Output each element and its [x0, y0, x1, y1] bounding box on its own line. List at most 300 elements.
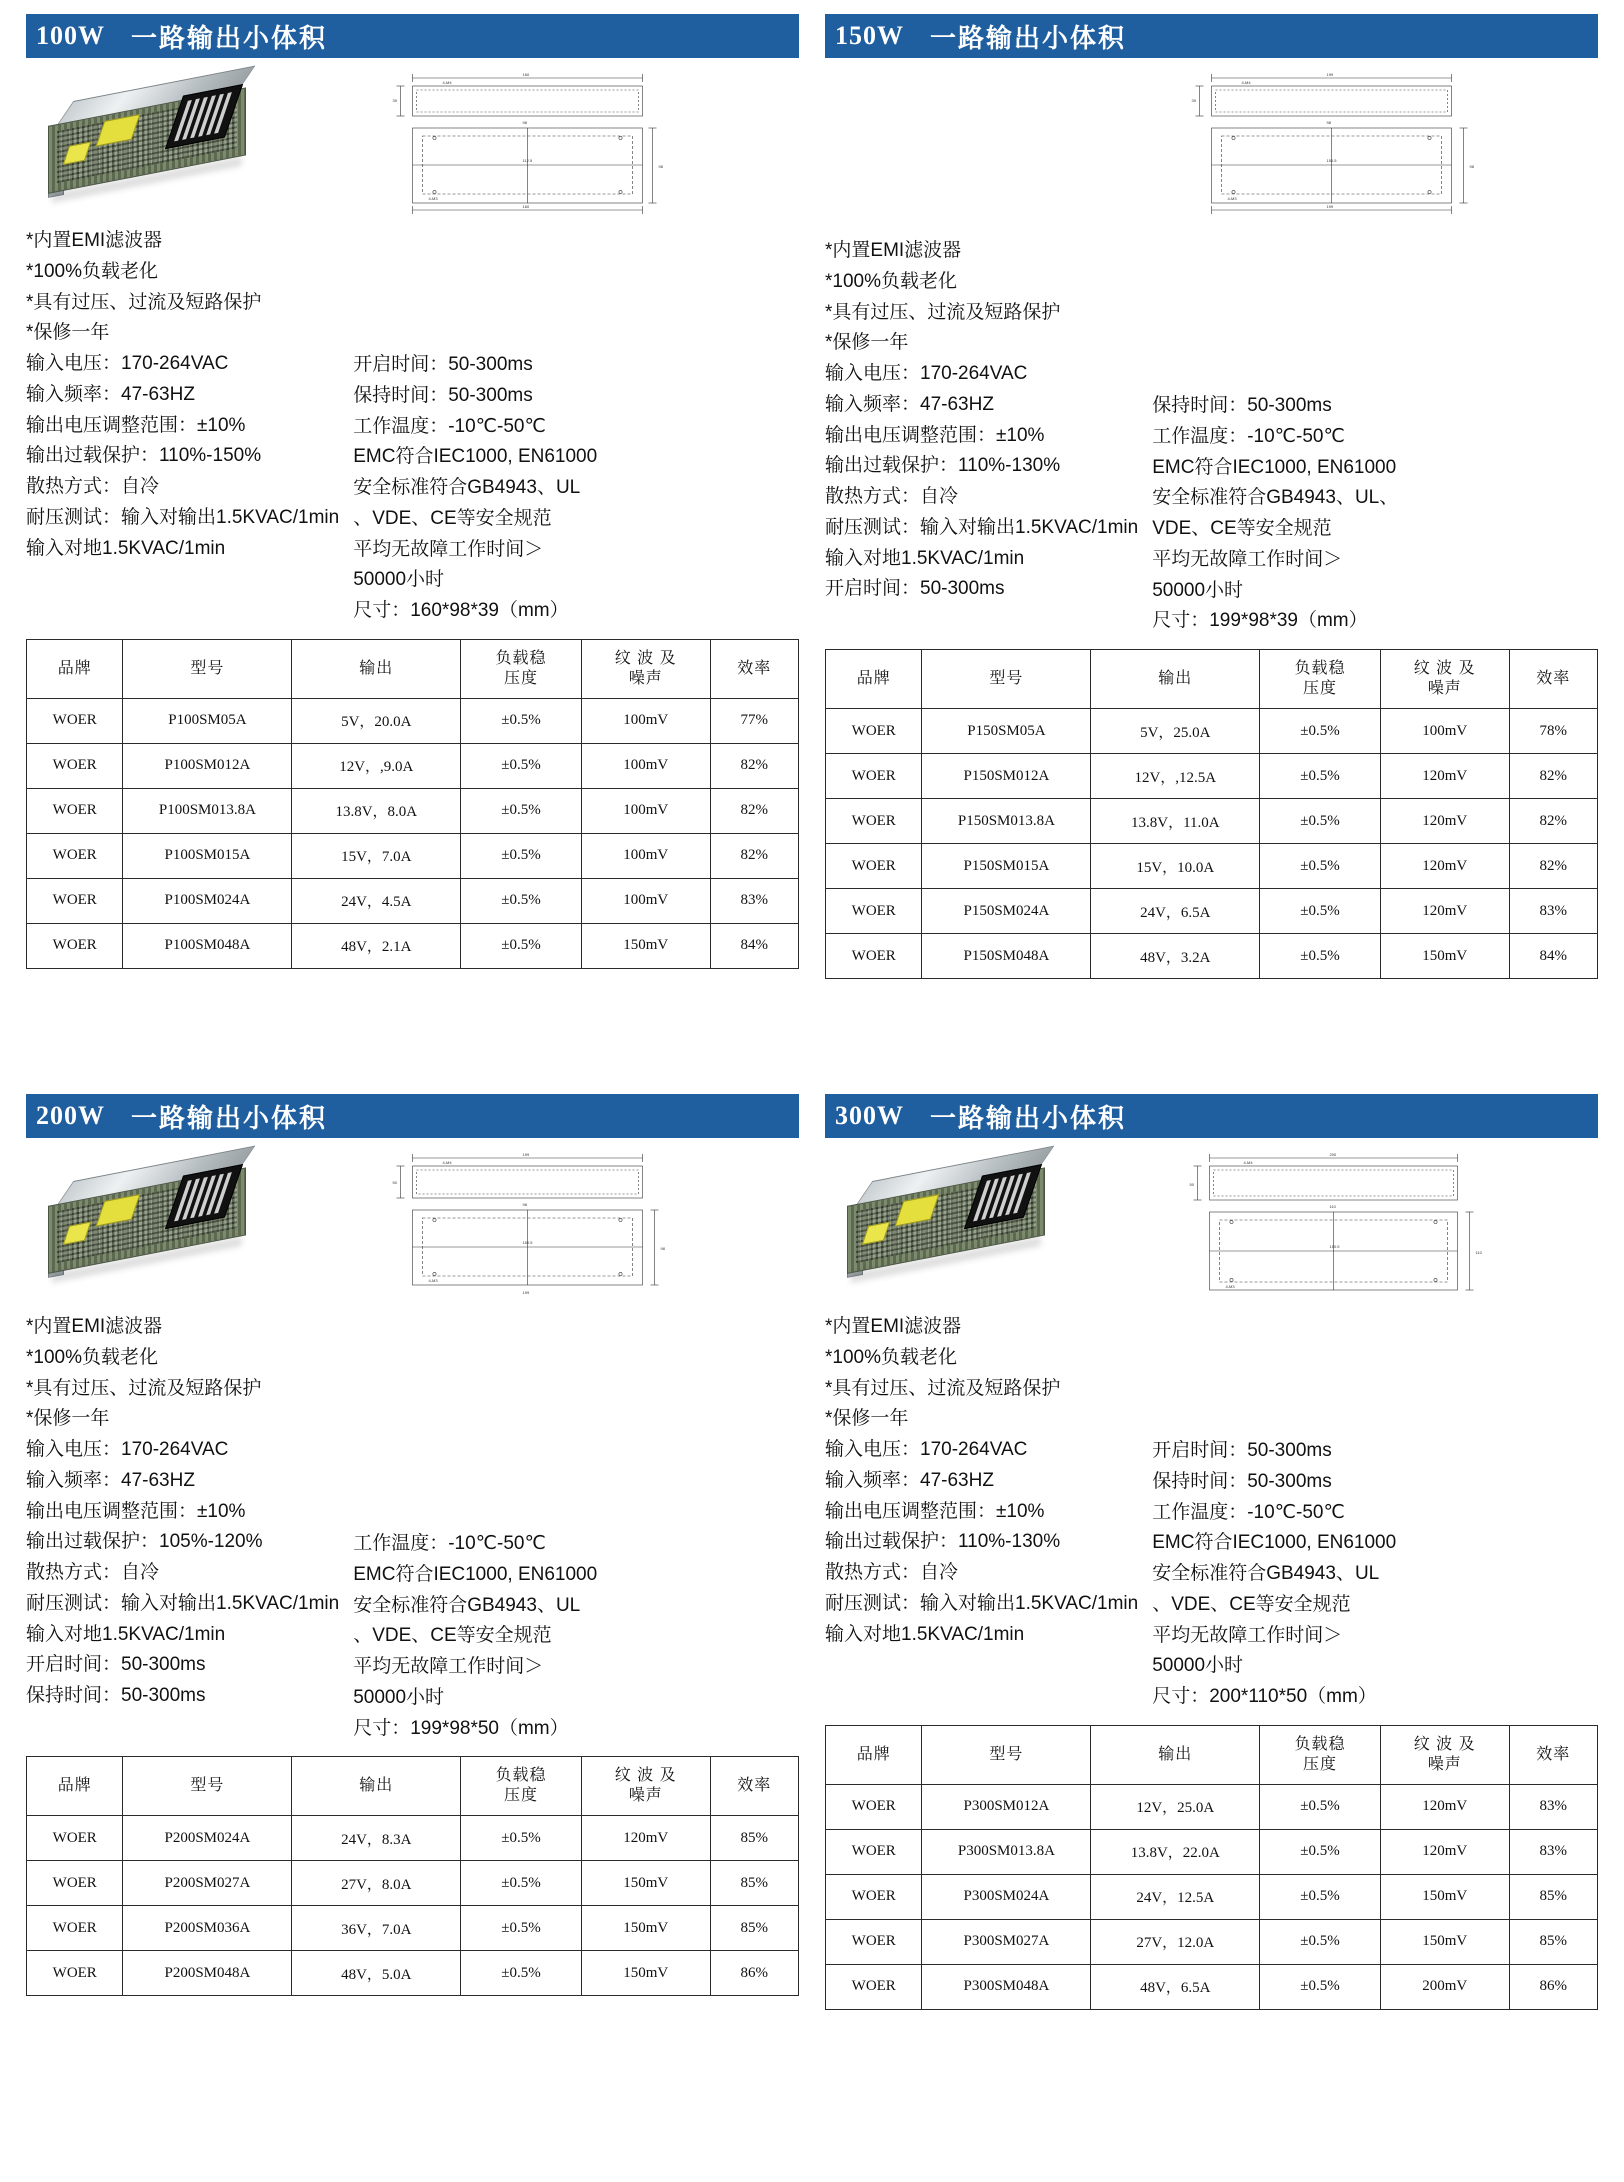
- table-cell: WOER: [27, 833, 123, 878]
- product-panel-100w: [26, 14, 799, 1088]
- table-cell: WOER: [27, 923, 123, 968]
- table-cell: 150mV: [581, 1906, 710, 1951]
- spec-line: 散热方式：自冷: [825, 486, 959, 508]
- spec-line: 尺寸：199*98*39（mm）: [1152, 610, 1368, 632]
- table-cell: 85%: [710, 1861, 798, 1906]
- svg-text:4-M4: 4-M4: [1241, 80, 1251, 85]
- table-cell: 48V，6.5A: [1091, 1964, 1260, 2009]
- panel-header-100w: [26, 14, 799, 58]
- table-cell: P200SM036A: [123, 1906, 292, 1951]
- table-col-header: 负载稳 压度: [1260, 650, 1381, 709]
- table-row: [27, 1816, 799, 1861]
- spec-right: [339, 1312, 799, 1744]
- svg-text:200: 200: [1329, 1152, 1337, 1157]
- panel-media-100w: [26, 68, 799, 218]
- table-cell: P100SM015A: [123, 833, 292, 878]
- spec-line: 50000小时: [353, 1686, 445, 1708]
- dimension-drawing: [1085, 1148, 1598, 1298]
- table-cell: 27V，12.0A: [1091, 1919, 1260, 1964]
- spec-line: *具有过压、过流及短路保护: [26, 1377, 262, 1399]
- spec-line: 输出过载保护：110%-130%: [825, 455, 1061, 477]
- table-cell: P100SM013.8A: [123, 788, 292, 833]
- spec-line: EMC符合IEC1000, EN61000: [1152, 1532, 1397, 1554]
- table-cell: WOER: [27, 1816, 123, 1861]
- table-cell: 150mV: [581, 1951, 710, 1996]
- spec-line: 保持时间：50-300ms: [1152, 1470, 1332, 1492]
- spec-line: 输入频率：47-63HZ: [26, 1469, 195, 1491]
- table-cell: 150mV: [581, 1861, 710, 1906]
- table-cell: ±0.5%: [1260, 889, 1381, 934]
- table-col-header: 纹 波 及 噪声: [1380, 650, 1509, 709]
- spec-block-200w: [26, 1312, 799, 1744]
- table-cell: 85%: [710, 1816, 798, 1861]
- table-cell: 200mV: [1380, 1964, 1509, 2009]
- spec-left: [825, 236, 1138, 637]
- table-cell: 82%: [1509, 844, 1597, 889]
- table-row: [826, 1784, 1598, 1829]
- dimension-drawing: [286, 68, 799, 218]
- table-cell: ±0.5%: [461, 833, 582, 878]
- table-body: [27, 1816, 799, 1996]
- product-photo: [26, 68, 276, 208]
- table-cell: 24V，8.3A: [292, 1816, 461, 1861]
- product-table-150w: [825, 649, 1598, 979]
- table-cell: 86%: [1509, 1964, 1597, 2009]
- table-cell: 84%: [1509, 934, 1597, 979]
- table-row: [27, 1861, 799, 1906]
- spec-line: 、VDE、CE等安全规范: [353, 1625, 552, 1647]
- spec-line: VDE、CE等安全规范: [1152, 518, 1332, 540]
- table-cell: 82%: [1509, 754, 1597, 799]
- svg-text:4-M3: 4-M3: [1227, 196, 1237, 201]
- spec-line: 安全标准符合GB4943、UL: [1152, 1563, 1380, 1585]
- spec-line: 安全标准符合GB4943、UL、: [1152, 487, 1399, 509]
- spec-line: *保修一年: [825, 1408, 909, 1430]
- svg-text:4-M3: 4-M3: [428, 196, 438, 201]
- table-cell: 120mV: [1380, 1829, 1509, 1874]
- table-cell: ±0.5%: [461, 1861, 582, 1906]
- table-cell: 85%: [1509, 1919, 1597, 1964]
- table-col-header: 品牌: [826, 650, 922, 709]
- table-row: [826, 709, 1598, 754]
- table-cell: WOER: [826, 709, 922, 754]
- svg-text:160: 160: [522, 72, 530, 77]
- panel-media-200w: [26, 1148, 799, 1308]
- table-cell: 13.8V，22.0A: [1091, 1829, 1260, 1874]
- spec-right: [339, 226, 799, 627]
- spec-line: 输出电压调整范围：±10%: [825, 424, 1045, 446]
- product-panel-200w: [26, 1094, 799, 2168]
- table-cell: 100mV: [581, 788, 710, 833]
- table-header-row: [826, 1725, 1598, 1784]
- table-body: [826, 1784, 1598, 2009]
- spec-line: 输入对地1.5KVAC/1min: [825, 1623, 1025, 1645]
- spec-line: EMC符合IEC1000, EN61000: [1152, 456, 1397, 478]
- table-cell: WOER: [826, 1964, 922, 2009]
- spec-line: 工作温度：-10℃-50℃: [353, 1533, 546, 1554]
- table-col-header: 负载稳 压度: [1260, 1725, 1381, 1784]
- spec-line: *具有过压、过流及短路保护: [825, 301, 1061, 323]
- table-cell: WOER: [826, 754, 922, 799]
- spec-left: [26, 1312, 339, 1744]
- table-cell: 5V，20.0A: [292, 698, 461, 743]
- table-cell: WOER: [27, 1951, 123, 1996]
- table-cell: 13.8V，11.0A: [1091, 799, 1260, 844]
- svg-text:4-M3: 4-M3: [428, 1278, 438, 1283]
- table-cell: P200SM027A: [123, 1861, 292, 1906]
- table-row: [826, 934, 1598, 979]
- table-cell: ±0.5%: [1260, 1874, 1381, 1919]
- table-cell: 82%: [1509, 799, 1597, 844]
- table-cell: WOER: [27, 743, 123, 788]
- panel-media-150w: [825, 68, 1598, 228]
- panel-wattage: 200W: [36, 1101, 105, 1130]
- spec-line: 输入对地1.5KVAC/1min: [26, 1623, 226, 1645]
- spec-line: 输入频率：47-63HZ: [825, 1469, 994, 1491]
- table-cell: ±0.5%: [1260, 844, 1381, 889]
- table-cell: ±0.5%: [1260, 799, 1381, 844]
- table-cell: WOER: [826, 934, 922, 979]
- table-col-header: 负载稳 压度: [461, 1757, 582, 1816]
- svg-text:98: 98: [522, 1202, 527, 1207]
- table-cell: ±0.5%: [461, 743, 582, 788]
- svg-text:199: 199: [522, 1152, 530, 1157]
- table-cell: 12V，,9.0A: [292, 743, 461, 788]
- table-cell: 120mV: [1380, 799, 1509, 844]
- table-row: [27, 878, 799, 923]
- table-row: [27, 1906, 799, 1951]
- table-col-header: 品牌: [826, 1725, 922, 1784]
- spec-line: 、VDE、CE等安全规范: [353, 507, 552, 529]
- table-cell: 120mV: [1380, 754, 1509, 799]
- panel-wattage: 100W: [36, 21, 105, 50]
- spec-line: 输入频率：47-63HZ: [825, 393, 994, 415]
- table-cell: ±0.5%: [1260, 709, 1381, 754]
- table-col-header: 型号: [922, 1725, 1091, 1784]
- table-cell: 150mV: [581, 923, 710, 968]
- table-row: [826, 1874, 1598, 1919]
- table-cell: 120mV: [1380, 889, 1509, 934]
- table-cell: 86%: [710, 1951, 798, 1996]
- table-row: [826, 799, 1598, 844]
- table-cell: WOER: [826, 1874, 922, 1919]
- table-cell: P100SM012A: [123, 743, 292, 788]
- table-row: [826, 1829, 1598, 1874]
- spec-line: *100%负载老化: [26, 260, 158, 282]
- table-cell: WOER: [27, 1906, 123, 1951]
- table-cell: ±0.5%: [1260, 1964, 1381, 2009]
- panel-subtitle: 一路输出小体积: [930, 1102, 1127, 1133]
- table-cell: WOER: [27, 878, 123, 923]
- spec-line: 散热方式：自冷: [825, 1562, 959, 1584]
- table-cell: P100SM048A: [123, 923, 292, 968]
- table-cell: P200SM024A: [123, 1816, 292, 1861]
- table-cell: 85%: [710, 1906, 798, 1951]
- table-cell: 12V，25.0A: [1091, 1784, 1260, 1829]
- spec-line: 输出过载保护：110%-130%: [825, 1531, 1061, 1553]
- spec-line: 尺寸：199*98*50（mm）: [353, 1717, 569, 1739]
- table-row: [27, 788, 799, 833]
- table-col-header: 品牌: [27, 1757, 123, 1816]
- table-cell: 15V，7.0A: [292, 833, 461, 878]
- power-supply-image: [48, 1146, 253, 1286]
- table-cell: 100mV: [581, 698, 710, 743]
- table-row: [826, 1964, 1598, 2009]
- panel-media-300w: [825, 1148, 1598, 1308]
- panel-wattage: 150W: [835, 21, 904, 50]
- spec-left: [825, 1312, 1138, 1713]
- svg-text:50: 50: [1189, 1182, 1194, 1187]
- spec-line: 尺寸：160*98*39（mm）: [353, 600, 569, 622]
- spec-line: 耐压测试：输入对输出1.5KVAC/1min: [825, 1592, 1139, 1614]
- table-cell: WOER: [826, 844, 922, 889]
- table-col-header: 型号: [922, 650, 1091, 709]
- table-col-header: 输出: [1091, 1725, 1260, 1784]
- spec-line: *保修一年: [26, 322, 110, 344]
- table-col-header: 输出: [1091, 650, 1260, 709]
- spec-line: 工作温度：-10℃-50℃: [1152, 1501, 1345, 1523]
- table-cell: 100mV: [581, 878, 710, 923]
- table-col-header: 型号: [123, 639, 292, 698]
- panel-subtitle: 一路输出小体积: [131, 1102, 328, 1133]
- table-cell: 83%: [1509, 1784, 1597, 1829]
- table-cell: 150mV: [1380, 1919, 1509, 1964]
- table-cell: P200SM048A: [123, 1951, 292, 1996]
- svg-text:4-M3: 4-M3: [1225, 1284, 1235, 1289]
- spec-line: 输出过载保护：110%-150%: [26, 445, 262, 467]
- spec-line: 散热方式：自冷: [26, 476, 160, 498]
- spec-line: 50000小时: [1152, 1655, 1244, 1677]
- table-cell: ±0.5%: [461, 1816, 582, 1861]
- table-cell: ±0.5%: [461, 788, 582, 833]
- table-cell: 100mV: [581, 833, 710, 878]
- spec-line: 开启时间：50-300ms: [26, 1654, 206, 1676]
- table-col-header: 纹 波 及 噪声: [581, 1757, 710, 1816]
- table-cell: 12V，,12.5A: [1091, 754, 1260, 799]
- table-row: [27, 743, 799, 788]
- spec-line: 平均无故障工作时间＞: [1152, 548, 1343, 570]
- product-photo: [26, 1148, 276, 1288]
- product-panel-300w: [825, 1094, 1598, 2168]
- spec-line: 输入频率：47-63HZ: [26, 383, 195, 405]
- spec-line: 、VDE、CE等安全规范: [1152, 1593, 1351, 1615]
- svg-text:39: 39: [392, 98, 397, 103]
- table-cell: 82%: [710, 788, 798, 833]
- table-col-header: 品牌: [27, 639, 123, 698]
- svg-text:112.5: 112.5: [522, 158, 533, 163]
- table-cell: 24V，12.5A: [1091, 1874, 1260, 1919]
- table-header-row: [27, 1757, 799, 1816]
- spec-line: 耐压测试：输入对输出1.5KVAC/1min: [26, 1592, 340, 1614]
- svg-text:199: 199: [1326, 204, 1334, 209]
- table-cell: 83%: [1509, 1829, 1597, 1874]
- table-row: [27, 698, 799, 743]
- panel-subtitle: 一路输出小体积: [131, 22, 328, 53]
- spec-line: 输入对地1.5KVAC/1min: [825, 547, 1025, 569]
- table-cell: ±0.5%: [461, 878, 582, 923]
- dimension-drawing: [286, 1148, 799, 1298]
- table-col-header: 效率: [1509, 650, 1597, 709]
- svg-text:199: 199: [522, 1290, 530, 1295]
- svg-text:150.5: 150.5: [522, 1240, 533, 1245]
- spec-line: *内置EMI滤波器: [825, 240, 962, 261]
- spec-line: *100%负载老化: [825, 1346, 957, 1368]
- spec-line: 耐压测试：输入对输出1.5KVAC/1min: [825, 516, 1139, 538]
- table-cell: 150mV: [1380, 1874, 1509, 1919]
- spec-line: 输入电压：170-264VAC: [26, 1439, 229, 1461]
- table-col-header: 纹 波 及 噪声: [581, 639, 710, 698]
- product-panel-150w: [825, 14, 1598, 1088]
- table-cell: 78%: [1509, 709, 1597, 754]
- spec-line: EMC符合IEC1000, EN61000: [353, 446, 598, 468]
- table-cell: 77%: [710, 698, 798, 743]
- spec-line: 保持时间：50-300ms: [26, 1685, 206, 1707]
- table-col-header: 输出: [292, 639, 461, 698]
- table-cell: P300SM012A: [922, 1784, 1091, 1829]
- table-cell: ±0.5%: [461, 1951, 582, 1996]
- table-cell: 85%: [1509, 1874, 1597, 1919]
- table-cell: P150SM024A: [922, 889, 1091, 934]
- table-row: [826, 844, 1598, 889]
- spec-block-300w: [825, 1312, 1598, 1713]
- table-header-row: [27, 639, 799, 698]
- spec-line: 尺寸：200*110*50（mm）: [1152, 1686, 1377, 1708]
- spec-line: *内置EMI滤波器: [26, 230, 163, 251]
- spec-line: *具有过压、过流及短路保护: [26, 291, 262, 313]
- spec-line: 平均无故障工作时间＞: [353, 538, 544, 560]
- table-cell: 24V，4.5A: [292, 878, 461, 923]
- table-cell: ±0.5%: [461, 923, 582, 968]
- spec-line: *内置EMI滤波器: [825, 1316, 962, 1337]
- table-cell: P300SM024A: [922, 1874, 1091, 1919]
- table-cell: P150SM015A: [922, 844, 1091, 889]
- svg-text:160: 160: [522, 204, 530, 209]
- svg-text:4-M4: 4-M4: [442, 80, 452, 85]
- spec-line: *保修一年: [26, 1408, 110, 1430]
- spec-line: 输入电压：170-264VAC: [825, 363, 1028, 385]
- table-cell: P100SM024A: [123, 878, 292, 923]
- svg-text:150.5: 150.5: [1326, 158, 1337, 163]
- table-cell: ±0.5%: [1260, 1919, 1381, 1964]
- table-cell: ±0.5%: [1260, 934, 1381, 979]
- panel-header-300w: [825, 1094, 1598, 1138]
- table-cell: WOER: [826, 1784, 922, 1829]
- spec-line: 输入电压：170-264VAC: [825, 1439, 1028, 1461]
- table-cell: 27V，8.0A: [292, 1861, 461, 1906]
- spec-line: *内置EMI滤波器: [26, 1316, 163, 1337]
- spec-line: 开启时间：50-300ms: [353, 354, 533, 375]
- spec-line: 输入电压：170-264VAC: [26, 353, 229, 375]
- table-body: [826, 709, 1598, 979]
- table-cell: ±0.5%: [1260, 1784, 1381, 1829]
- table-cell: WOER: [826, 1919, 922, 1964]
- table-cell: ±0.5%: [1260, 1829, 1381, 1874]
- spec-line: EMC符合IEC1000, EN61000: [353, 1563, 598, 1585]
- table-body: [27, 698, 799, 968]
- table-cell: WOER: [27, 1861, 123, 1906]
- spec-line: 50000小时: [353, 569, 445, 591]
- table-cell: WOER: [826, 799, 922, 844]
- table-col-header: 效率: [710, 639, 798, 698]
- table-cell: P150SM05A: [922, 709, 1091, 754]
- spec-line: 保持时间：50-300ms: [1152, 395, 1332, 416]
- table-cell: 36V，7.0A: [292, 1906, 461, 1951]
- spec-line: *100%负载老化: [26, 1346, 158, 1368]
- table-cell: 120mV: [1380, 1784, 1509, 1829]
- table-cell: 100mV: [1380, 709, 1509, 754]
- svg-text:4-M4: 4-M4: [1243, 1160, 1253, 1165]
- table-cell: 83%: [1509, 889, 1597, 934]
- product-photo: [825, 1148, 1075, 1288]
- table-cell: P300SM027A: [922, 1919, 1091, 1964]
- table-row: [27, 833, 799, 878]
- product-table-200w: [26, 1756, 799, 1996]
- spec-line: *保修一年: [825, 332, 909, 354]
- spec-line: 开启时间：50-300ms: [1152, 1440, 1332, 1461]
- table-cell: P300SM013.8A: [922, 1829, 1091, 1874]
- spec-line: 输出电压调整范围：±10%: [825, 1500, 1045, 1522]
- table-cell: P150SM013.8A: [922, 799, 1091, 844]
- table-cell: 120mV: [581, 1816, 710, 1861]
- table-cell: WOER: [27, 698, 123, 743]
- product-table-300w: [825, 1725, 1598, 2010]
- table-cell: P300SM048A: [922, 1964, 1091, 2009]
- spec-line: 开启时间：50-300ms: [825, 578, 1005, 600]
- power-supply-image: [48, 66, 253, 206]
- spec-line: 输出过载保护：105%-120%: [26, 1531, 263, 1553]
- spec-line: 输出电压调整范围：±10%: [26, 414, 246, 436]
- spec-line: 平均无故障工作时间＞: [1152, 1624, 1343, 1646]
- spec-left: [26, 226, 339, 627]
- table-cell: WOER: [27, 788, 123, 833]
- svg-text:110: 110: [1475, 1250, 1482, 1255]
- spec-line: 耐压测试：输入对输出1.5KVAC/1min: [26, 506, 340, 528]
- spec-line: 安全标准符合GB4943、UL: [353, 1594, 581, 1616]
- svg-text:199: 199: [1326, 72, 1334, 77]
- table-cell: WOER: [826, 889, 922, 934]
- table-cell: 24V，6.5A: [1091, 889, 1260, 934]
- spec-line: 输出电压调整范围：±10%: [26, 1500, 246, 1522]
- table-row: [27, 923, 799, 968]
- table-cell: P150SM012A: [922, 754, 1091, 799]
- svg-text:98: 98: [658, 164, 663, 169]
- table-row: [826, 889, 1598, 934]
- panel-subtitle: 一路输出小体积: [930, 22, 1127, 53]
- product-table-100w: [26, 639, 799, 969]
- spec-block-150w: [825, 236, 1598, 637]
- table-col-header: 输出: [292, 1757, 461, 1816]
- svg-text:150.5: 150.5: [1329, 1244, 1340, 1249]
- spec-line: 保持时间：50-300ms: [353, 384, 533, 406]
- table-cell: ±0.5%: [461, 1906, 582, 1951]
- table-cell: 120mV: [1380, 844, 1509, 889]
- table-cell: 84%: [710, 923, 798, 968]
- table-cell: 48V，2.1A: [292, 923, 461, 968]
- table-cell: 48V，3.2A: [1091, 934, 1260, 979]
- table-col-header: 效率: [1509, 1725, 1597, 1784]
- spec-line: *100%负载老化: [825, 270, 957, 292]
- table-cell: 150mV: [1380, 934, 1509, 979]
- svg-text:98: 98: [1326, 120, 1331, 125]
- table-cell: 82%: [710, 743, 798, 788]
- svg-text:110: 110: [1329, 1204, 1336, 1209]
- table-cell: WOER: [826, 1829, 922, 1874]
- table-cell: P100SM05A: [123, 698, 292, 743]
- table-col-header: 负载稳 压度: [461, 639, 582, 698]
- svg-text:50: 50: [392, 1180, 397, 1185]
- svg-text:98: 98: [1469, 164, 1474, 169]
- table-row: [826, 1919, 1598, 1964]
